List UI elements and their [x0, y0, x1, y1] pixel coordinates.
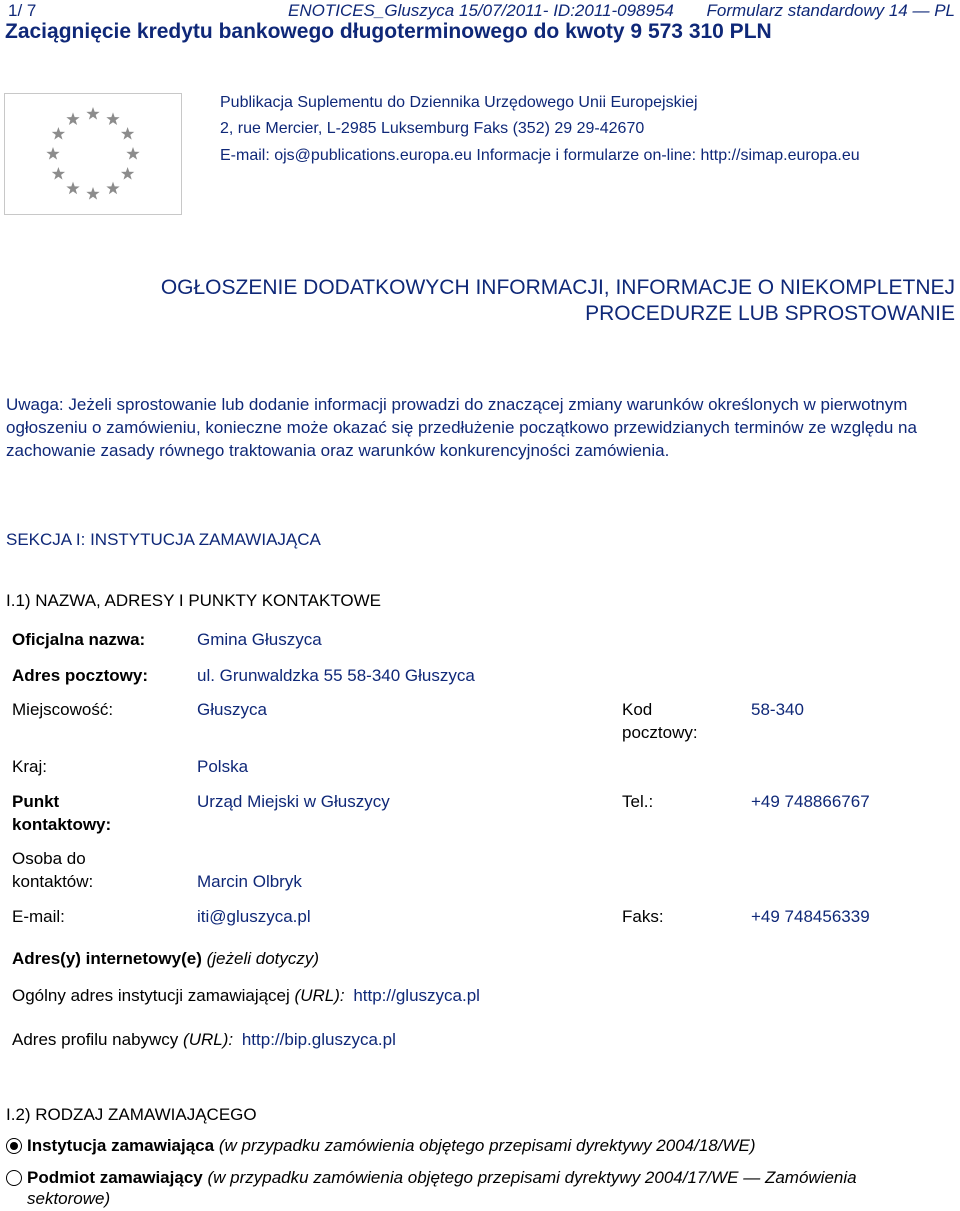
- fax-value: +49 748456339: [751, 907, 870, 926]
- postal-code-label-2: pocztowy:: [622, 723, 698, 742]
- notice-note: Uwaga: Jeżeli sprostowanie lub dodanie informacji prowadzi do znaczącej zmiany warunków określonych w pierwotnym ogłoszeniu o zamówieniu, konieczne może okazać się przedłużenie początkowo przewidzianych terminów ze względu na zachowanie zasady równego traktowania oraz warunków konkurencyjności zamówienia.: [6, 395, 917, 460]
- buyer-profile-row: [12, 1029, 396, 1050]
- option-1-note: (w przypadku zamówienia objętego przepisami dyrektywy 2004/18/WE): [218, 1136, 756, 1155]
- publisher-line-2: 2, rue Mercier, L-2985 Luksemburg Faks (352) 29 29-42670: [220, 120, 645, 137]
- section-1-heading: SEKCJA I: INSTYTUCJA ZAMAWIAJĄCA: [6, 530, 321, 549]
- contact-person-value: Marcin Olbryk: [197, 872, 302, 891]
- postal-code-label-1: Kod: [622, 700, 653, 719]
- internet-addresses-heading: [12, 948, 319, 969]
- eu-stars-icon: [5, 94, 181, 214]
- option-2-label: Podmiot zamawiający: [27, 1168, 203, 1187]
- notice-title-line-2: PROCEDURZE LUB SPROSTOWANIE: [585, 302, 955, 325]
- option-contracting-entity: [27, 1167, 957, 1188]
- notice-title-line-1: OGŁOSZENIE DODATKOWYCH INFORMACJI, INFORMACJE O NIEKOMPLETNEJ: [160, 276, 955, 299]
- subsection-1-2-heading: I.2) RODZAJ ZAMAWIAJĄCEGO: [6, 1105, 257, 1124]
- postal-address-value: ul. Grunwaldzka 55 58-340 Głuszyca: [197, 666, 475, 685]
- general-url-link[interactable]: http://gluszyca.pl: [353, 986, 480, 1005]
- radio-selected-dot: [10, 1142, 18, 1150]
- option-contracting-authority-radio[interactable]: [6, 1138, 22, 1154]
- contact-point-value: Urząd Miejski w Głuszycy: [197, 792, 390, 811]
- page-header: [8, 1, 955, 21]
- official-name-value: Gmina Głuszyca: [197, 630, 322, 649]
- contact-point-label-2: kontaktowy:: [12, 815, 112, 834]
- town-value: Głuszyca: [197, 700, 267, 719]
- postal-code-value: 58-340: [751, 700, 804, 719]
- subsection-1-1-heading: I.1) NAZWA, ADRESY I PUNKTY KONTAKTOWE: [6, 591, 382, 610]
- publisher-line-1: Publikacja Suplementu do Dziennika Urzędowego Unii Europejskiej: [220, 94, 698, 111]
- contact-person-label-1: Osoba do: [12, 849, 86, 868]
- tel-label: Tel.:: [622, 792, 654, 811]
- buyer-profile-link[interactable]: http://bip.gluszyca.pl: [241, 1030, 396, 1049]
- buyer-profile-label: Adres profilu nabywcy: [12, 1030, 179, 1049]
- contact-point-label-1: Punkt: [12, 792, 60, 811]
- option-2-note-1: (w przypadku zamówienia objętego przepisami dyrektywy 2004/17/WE — Zamówienia: [207, 1168, 857, 1187]
- internet-addresses-title: Adres(y) internetowy(e): [12, 949, 202, 968]
- country-value: Polska: [197, 757, 249, 776]
- internet-addresses-note: (jeżeli dotyczy): [206, 949, 320, 968]
- option-contracting-entity-radio[interactable]: [6, 1170, 22, 1186]
- notice-reference: ENOTICES_Gluszyca 15/07/2011- ID:2011-098954: [288, 1, 674, 20]
- eu-flag-logo: [4, 93, 182, 215]
- document-title: Zaciągnięcie kredytu bankowego długoterminowego do kwoty 9 573 310 PLN: [5, 20, 772, 43]
- option-1-label: Instytucja zamawiająca: [27, 1136, 215, 1155]
- country-label: Kraj:: [12, 757, 47, 776]
- page-indicator: 1/ 7: [8, 1, 37, 20]
- publisher-line-3: E-mail: ojs@publications.europa.eu Informacje i formularze on-line: http://simap.europa.eu: [220, 147, 860, 164]
- official-name-label: Oficjalna nazwa:: [12, 630, 146, 649]
- general-url-label: Ogólny adres instytucji zamawiającej: [12, 986, 290, 1005]
- fax-label: Faks:: [622, 907, 664, 926]
- general-url-suffix: (URL):: [294, 986, 345, 1005]
- form-type: Formularz standardowy 14 — PL: [706, 1, 955, 20]
- general-url-row: [12, 985, 480, 1006]
- option-contracting-authority: [27, 1135, 756, 1156]
- email-label: E-mail:: [12, 907, 65, 926]
- option-2-note-2: sektorowe): [27, 1189, 111, 1208]
- notice-title: [0, 275, 960, 327]
- email-value[interactable]: iti@gluszyca.pl: [197, 907, 311, 926]
- contact-person-label-2: kontaktów:: [12, 872, 94, 891]
- postal-address-label: Adres pocztowy:: [12, 666, 149, 685]
- buyer-profile-suffix: (URL):: [183, 1030, 234, 1049]
- tel-value: +49 748866767: [751, 792, 870, 811]
- town-label: Miejscowość:: [12, 700, 114, 719]
